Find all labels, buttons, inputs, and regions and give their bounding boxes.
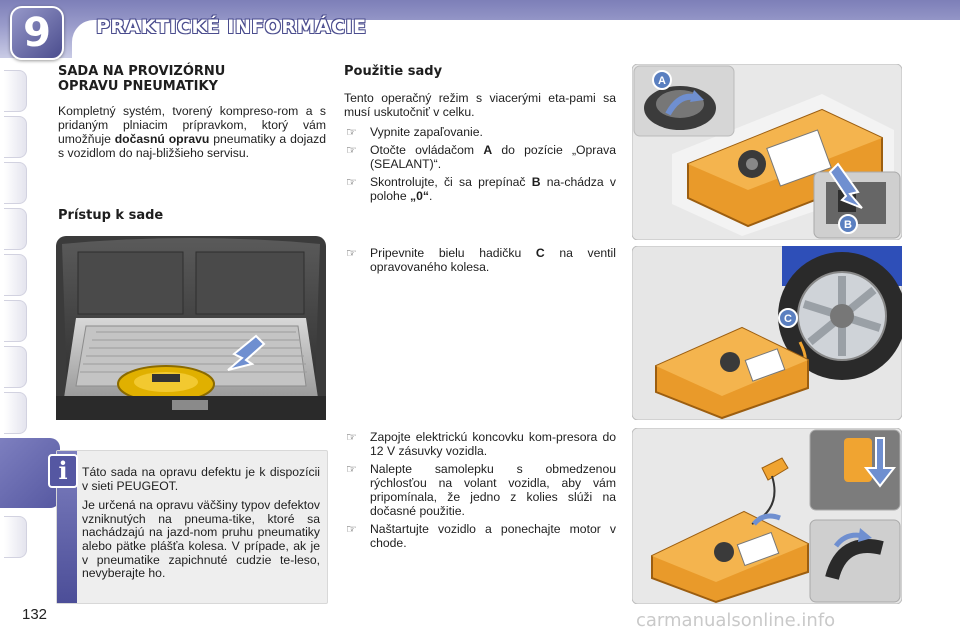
intro-text-2: pneumatiky a dojazd s vozidlom do naj-bližšieho servisu. <box>58 132 326 160</box>
step-5-text: Zapojte elektrickú koncovku kom-presora do 12 V zásuvky vozidla. <box>370 430 616 458</box>
step-3-end: . <box>428 189 433 203</box>
intro-text-1: Kompletný systém, tvorený kompreso-rom a s pridaným plniacim prípravkom, ktorý vám umožňuje <box>58 104 326 146</box>
step-4-text-2: na ventil opravovaného kolesa. <box>370 246 616 274</box>
compressor-illustration <box>632 64 902 240</box>
callout-c: C <box>784 313 792 325</box>
usage-steps-3-wrap <box>344 430 616 554</box>
step-3-bold: B <box>531 175 541 189</box>
info-paragraph-2: Je určená na opravu väčšiny typov defektov vzniknutých na pneuma-tike, ktoré sa nachádzajú na jazd-nom pruhu pneumatiky alebo pätke plášťa kolesa. V prípade, ak je v pneumatike zapichnuté cudzie te-leso, nevyberajte ho. <box>82 498 320 581</box>
step-3-bold-2: „0“ <box>410 189 429 203</box>
step-2 <box>344 143 616 171</box>
side-tab-7[interactable] <box>4 346 27 388</box>
step-6 <box>344 462 616 518</box>
usage-steps-2-wrap <box>344 246 616 278</box>
callout-b: B <box>844 219 852 231</box>
step-7-text: Naštartujte vozidlo a ponechajte motor v chode. <box>370 522 616 550</box>
usage-steps-2 <box>344 246 616 274</box>
step-5 <box>344 430 616 458</box>
access-title: Prístup k sade <box>58 208 164 223</box>
side-tab-1[interactable] <box>4 70 27 112</box>
step-2-bold: A <box>483 143 493 157</box>
pointing-hand-icon: ☞ <box>346 175 357 189</box>
intro-text-bold: dočasnú opravu <box>114 132 210 146</box>
pointing-hand-icon: ☞ <box>346 462 357 476</box>
usage-steps-1 <box>344 125 616 203</box>
step-4-bold: C <box>535 246 545 260</box>
side-tab-2[interactable] <box>4 116 27 158</box>
side-tab-6[interactable] <box>4 300 27 342</box>
access-heading-wrap <box>58 208 326 223</box>
info-text <box>82 466 320 587</box>
step-4-text-1: Pripevnite bielu hadičku <box>370 246 522 260</box>
side-tabs <box>0 60 30 580</box>
pointing-hand-icon: ☞ <box>346 522 357 536</box>
socket-illustration <box>632 428 902 604</box>
side-tab-3[interactable] <box>4 162 27 204</box>
chapter-badge: 9 <box>10 6 64 60</box>
step-3-text-2: na-chádza v polohe <box>370 175 616 203</box>
pointing-hand-icon: ☞ <box>346 246 357 260</box>
usage-intro: Tento operačný režim s viacerými eta-pami sa musí uskutočniť v celku. <box>344 91 616 119</box>
usage-column <box>344 64 616 207</box>
left-column <box>58 64 326 166</box>
page-number: 132 <box>22 606 48 623</box>
section-title-line1: SADA NA PROVIZÓRNU <box>58 64 226 79</box>
step-1 <box>344 125 616 139</box>
step-1-text: Vypnite zapaľovanie. <box>370 125 483 139</box>
side-tab-5[interactable] <box>4 254 27 296</box>
section-title-line2: OPRAVU PNEUMATIKY <box>58 79 218 94</box>
step-3 <box>344 175 616 203</box>
step-2-text-2: do pozície „Oprava (SEALANT)“. <box>370 143 617 171</box>
section-title <box>58 64 326 94</box>
pointing-hand-icon: ☞ <box>346 143 357 157</box>
pointing-hand-icon: ☞ <box>346 430 357 444</box>
wheel-illustration <box>632 246 902 420</box>
side-tab-8[interactable] <box>4 392 27 434</box>
trunk-illustration <box>56 236 326 420</box>
usage-title: Použitie sady <box>344 64 443 79</box>
intro-paragraph <box>58 104 326 160</box>
page-title: PRAKTICKÉ INFORMÁCIE <box>96 16 367 38</box>
side-tab-10[interactable] <box>4 516 27 558</box>
watermark: carmanualsonline.info <box>636 610 836 631</box>
info-paragraph-1: Táto sada na opravu defektu je k dispozícii v sieti PEUGEOT. <box>82 465 320 493</box>
step-7 <box>344 522 616 550</box>
step-2-text-1: Otočte ovládačom <box>370 143 475 157</box>
pointing-hand-icon: ☞ <box>346 125 357 139</box>
info-icon: i <box>48 454 78 488</box>
usage-steps-3 <box>344 430 616 550</box>
callout-a: A <box>658 75 666 87</box>
step-6-text: Nalepte samolepku s obmedzenou rýchlosťou na volant vozidla, aby vám pripomínala, že jedno z kolies slúži na dočasné použitie. <box>370 462 616 518</box>
side-tab-4[interactable] <box>4 208 27 250</box>
step-4 <box>344 246 616 274</box>
step-3-text-1: Skontrolujte, či sa prepínač <box>370 175 526 189</box>
